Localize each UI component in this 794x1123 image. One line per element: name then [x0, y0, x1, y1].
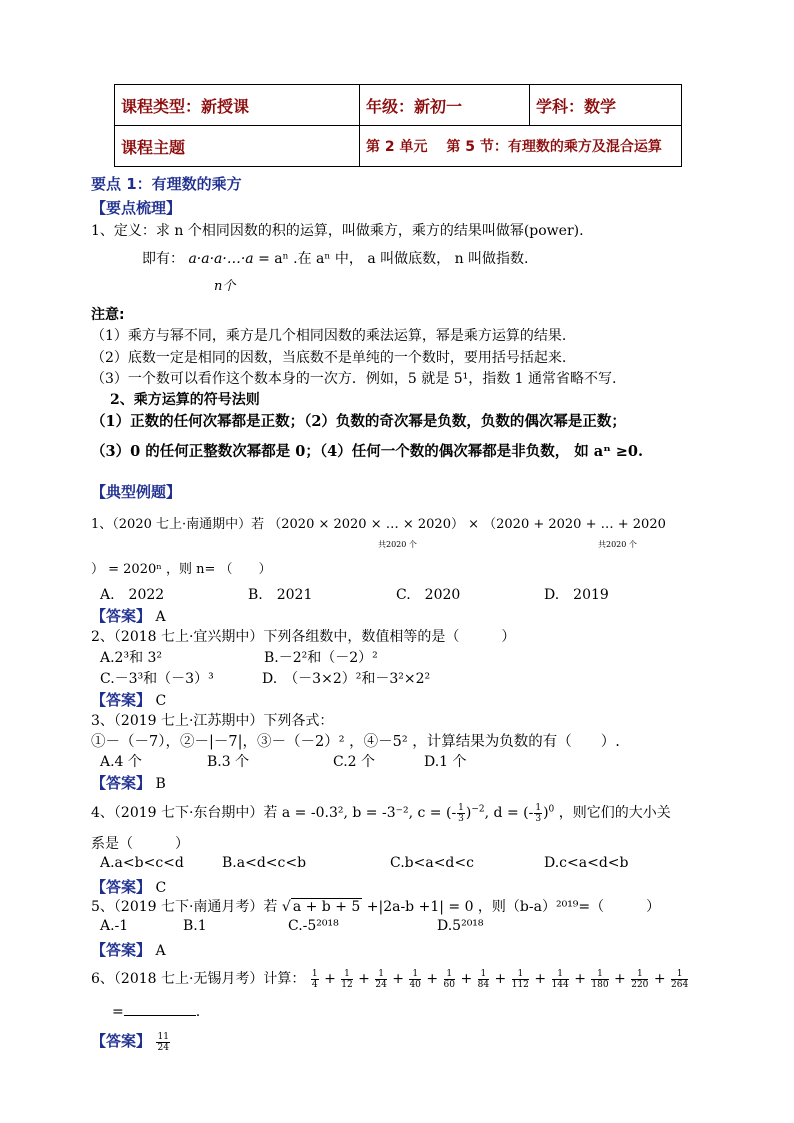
q6-term-numerator: 1	[591, 969, 608, 980]
q4-answer-value: C	[155, 880, 167, 896]
q6-equals: =	[112, 1004, 124, 1020]
q4-frac-c: $\frac{1}{3}$	[458, 802, 464, 824]
q6-term-numerator: 1	[444, 969, 455, 980]
q1-stem: 1、（2020 七上·南通期中）若 （2020 × 2020 × … × 2020） × （2020 + 2020 + … + 2020	[91, 517, 666, 532]
formula-line	[142, 248, 529, 268]
q2-answer	[91, 689, 166, 710]
q6-fraction-sum	[310, 968, 689, 990]
q6-term-numerator: 1	[631, 969, 648, 980]
q3-option-b: B.3 个	[207, 754, 250, 770]
section-title: 要点 1：有理数的乘方	[91, 175, 242, 193]
q1-under-left: 共2020 个	[378, 540, 417, 549]
q4-stem: 4、（2019 七下·东台期中）若 a = -0.3², b = -3⁻², c = (- $\frac{1}{3}$ )$^{-2}$, d = (- $\frac{1}{3}$ )$^0$ ，则它们的大小关	[91, 802, 671, 824]
q4-stem-b: ，则它们的大小关	[558, 805, 671, 821]
sign-rule-title: 2、乘方运算的符号法则	[110, 392, 260, 408]
q3-option-a: A.4 个	[100, 754, 142, 770]
q6-term-denominator: 60	[443, 979, 455, 990]
q2-option-b: B.－2²和（－2）²	[264, 650, 378, 666]
q6-fraction-term	[591, 969, 608, 990]
q2-option-c: C.－3³和（－3）³	[100, 671, 214, 687]
q6-term-numerator: 1	[671, 969, 688, 980]
q3-option-c: C.2 个	[333, 754, 376, 770]
q6-answer	[91, 1030, 171, 1053]
q6-term-denominator: 180	[591, 979, 609, 990]
plus-sign: +	[456, 971, 477, 987]
q6-fraction-term	[671, 969, 688, 990]
course-info-table	[114, 84, 682, 167]
q5-radical: a + b + 5	[292, 899, 361, 915]
q4-option-d: D.c<a<d<b	[544, 855, 629, 871]
q1-option-c: C. 2020	[396, 587, 461, 603]
q2-option-d: D. （－3×2）²和－3²×2²	[262, 671, 431, 687]
q6-term-denominator: 220	[631, 979, 649, 990]
grade-cell: 年级：新初一	[360, 85, 530, 126]
q5-option-b: B.1	[183, 918, 207, 934]
q6-fraction-term	[631, 969, 648, 990]
formula-factors: a·a·a·…·a	[188, 251, 254, 267]
q6-answer-fraction	[156, 1032, 169, 1053]
q6-term-denominator: 12	[341, 979, 353, 990]
q5-stem-a: 5、（2019 七下·南通月考）若	[91, 899, 278, 915]
note-title: 注意:	[91, 307, 125, 323]
plus-sign: +	[569, 971, 591, 987]
plus-sign: +	[387, 971, 409, 987]
q4-option-b: B.a<d<c<b	[222, 855, 307, 871]
formula-tail: = aⁿ .在 aⁿ 中， a 叫做底数， n 叫做指数.	[258, 251, 529, 267]
q4-answer	[91, 876, 166, 897]
q2-stem: 2、（2018 七上·宜兴期中）下列各组数中，数值相等的是（ ）	[91, 629, 516, 645]
answer-label: 【答案】	[91, 1032, 152, 1050]
definition-text: 1、定义：求 n 个相同因数的积的运算，叫做乘方，乘方的结果叫做幂(power).	[91, 223, 584, 239]
q6-term-denominator: 24	[375, 979, 387, 990]
q4-frac-d: $\frac{1}{3}$	[535, 802, 542, 824]
q6-answer-den: 24	[157, 1042, 169, 1053]
theme-value: 第 2 单元 第 5 节：有理数的乘方及混合运算	[366, 139, 662, 155]
q6-blank	[124, 1003, 196, 1016]
subject-cell: 学科：数学	[530, 85, 682, 126]
points-heading: 【要点梳理】	[91, 199, 182, 217]
q1-option-a: A. 2022	[100, 587, 165, 603]
answer-label: 【答案】	[91, 774, 152, 792]
q6-fraction-term	[444, 969, 455, 990]
q1-option-d: D. 2019	[544, 587, 609, 603]
q6-fraction-term	[311, 969, 319, 990]
q3-option-d: D.1 个	[424, 754, 467, 770]
q6-fraction-term	[375, 969, 386, 990]
q6-term-numerator: 1	[552, 969, 569, 980]
q5-option-c: C.-5²⁰¹⁸	[288, 918, 339, 934]
answer-label: 【答案】	[91, 691, 152, 709]
answer-label: 【答案】	[91, 941, 152, 959]
plus-sign: +	[529, 971, 551, 987]
q6-term-numerator: 1	[341, 969, 352, 980]
q4-stem-2: 系是（ ）	[91, 836, 189, 852]
sign-rule-1: （1）正数的任何次幂都是正数；（2）负数的奇次幂是负数，负数的偶次幂是正数；	[91, 413, 626, 430]
q6-term-denominator: 112	[511, 979, 529, 990]
q2-option-a: A.2³和 3²	[100, 650, 163, 666]
note-2: （2）底数一定是相同的因数，当底数不是单纯的一个数时，要用括号括起来.	[91, 350, 567, 366]
q5-option-d: D.5²⁰¹⁸	[437, 918, 484, 934]
q6-term-denominator: 264	[671, 979, 689, 990]
plus-sign: +	[353, 971, 375, 987]
theme-label-cell: 课程主题	[115, 126, 360, 167]
q6-fraction-term	[409, 969, 420, 990]
examples-heading: 【典型例题】	[91, 483, 182, 501]
q6-answer-num: 11	[157, 1031, 169, 1042]
q1-answer-value: A	[155, 609, 166, 625]
q3-answer-value: B	[155, 776, 166, 792]
q6-stem	[91, 968, 689, 990]
q6-term-denominator: 84	[477, 979, 490, 990]
note-3: （3）一个数可以看作这个数本身的一次方．例如，5 就是 5¹，指数 1 通常省略不写.	[91, 371, 617, 387]
q4-option-a: A.a<b<c<d	[100, 855, 184, 871]
q6-term-numerator: 1	[311, 968, 318, 979]
q5-answer	[91, 939, 166, 960]
q6-blank-line: = .	[112, 1004, 201, 1020]
formula-brace-label: n个	[214, 279, 236, 294]
note-1: （1）乘方与幂不同，乘方是几个相同因数的乘法运算，幂是乘方运算的结果.	[91, 328, 567, 344]
q6-term-numerator: 1	[409, 969, 420, 980]
q3-answer	[91, 772, 166, 793]
formula-prefix: 即有：	[142, 251, 184, 267]
q6-term-numerator: 1	[375, 969, 386, 980]
q4-stem-a: 4、（2019 七下·东台期中）若 a = -0.3², b = -3⁻², c = (-	[91, 805, 457, 821]
q6-stem-text: 6、（2018 七上·无锡月考）计算：	[91, 971, 306, 987]
plus-sign: +	[490, 971, 511, 987]
q6-fraction-term	[478, 969, 489, 990]
q1-under-right: 共2020 个	[598, 540, 637, 549]
q5-stem: 5、（2019 七下·南通月考）若 √ a + b + 5 +|2a-b +1| = 0 ，则（b-a）²⁰¹⁹=（ ）	[91, 899, 661, 915]
q6-term-numerator: 1	[478, 969, 489, 980]
q5-answer-value: A	[155, 943, 166, 959]
plus-sign: +	[421, 971, 443, 987]
q1-option-b: B. 2021	[248, 587, 313, 603]
q6-term-numerator: 1	[512, 969, 529, 980]
q1-stem-2: ） = 2020ⁿ ，则 n= （ ）	[91, 562, 272, 577]
q6-fraction-term	[341, 969, 352, 990]
q5-option-a: A.-1	[100, 918, 129, 934]
q6-fraction-term	[552, 969, 569, 990]
q6-fraction-term	[512, 969, 529, 990]
q3-expression-line: ①－（－7），②－|－7|，③－（－2）² ，④－5² ，计算结果为负数的有（ ）.	[91, 734, 620, 750]
plus-sign: +	[319, 971, 341, 987]
theme-value-cell	[360, 126, 682, 167]
q2-answer-value: C	[155, 693, 167, 709]
q5-stem-b: +|2a-b +1| = 0 ，则（b-a）²⁰¹⁹=（ ）	[366, 899, 661, 915]
course-type-cell: 课程类型：新授课	[115, 85, 360, 126]
q6-term-denominator: 4	[311, 979, 318, 990]
q6-term-denominator: 40	[409, 979, 421, 990]
plus-sign: +	[609, 971, 631, 987]
q3-stem: 3、（2019 七上·江苏期中）下列各式：	[91, 713, 334, 729]
answer-label: 【答案】	[91, 878, 152, 896]
answer-label: 【答案】	[91, 607, 152, 625]
q1-answer	[91, 605, 166, 626]
q6-term-denominator: 144	[551, 979, 569, 990]
q4-option-c: C.b<a<d<c	[390, 855, 474, 871]
plus-sign: +	[649, 971, 671, 987]
sign-rule-2: （3）0 的任何正整数次幂都是 0；（4）任何一个数的偶次幂都是非负数， 如 aⁿ ≥0.	[91, 443, 644, 460]
